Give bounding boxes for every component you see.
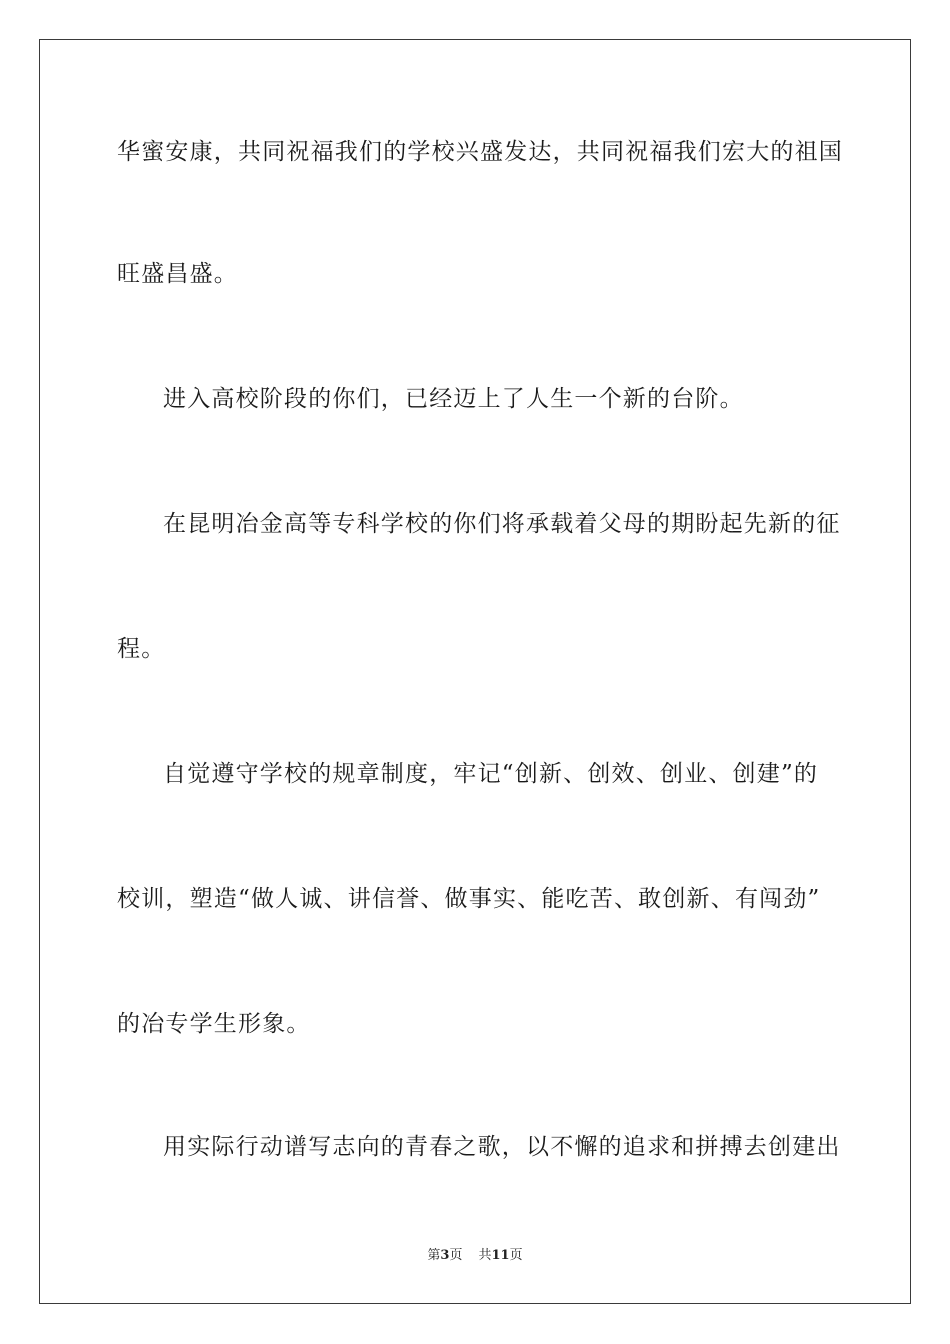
page-prefix: 第 — [427, 1248, 441, 1263]
total-pages: 11 — [491, 1248, 510, 1263]
paragraph-start-3: 自觉遵守学校的规章制度，牢记“创新、创效、创业、创建”的 — [163, 761, 819, 787]
text-line-5: 程。 — [117, 636, 166, 662]
paragraph-start-2: 在昆明冶金高等专科学校的你们将承载着父母的期盼起先新的征 — [163, 511, 841, 537]
page-number: 3 — [440, 1248, 450, 1263]
text-line-2: 旺盛昌盛。 — [117, 261, 238, 287]
total-label — [478, 1247, 522, 1265]
paragraph-start-1: 进入高校阶段的你们，已经迈上了人生一个新的台阶。 — [163, 386, 744, 412]
paragraph-start-4: 用实际行动谱写志向的青春之歌，以不懈的追求和拼搏去创建出 — [163, 1134, 841, 1160]
page-label — [427, 1247, 462, 1265]
page-suffix: 页 — [449, 1248, 463, 1263]
total-suffix: 页 — [509, 1248, 523, 1263]
page-border — [39, 39, 911, 1304]
text-line-1: 华蜜安康，共同祝福我们的学校兴盛发达，共同祝福我们宏大的祖国 — [117, 139, 843, 165]
page-footer — [0, 1247, 950, 1265]
text-line-8: 的冶专学生形象。 — [117, 1011, 311, 1037]
text-line-7: 校训，塑造“做人诚、讲信誉、做事实、能吃苦、敢创新、有闯劲” — [117, 886, 821, 912]
total-prefix: 共 — [478, 1248, 492, 1263]
